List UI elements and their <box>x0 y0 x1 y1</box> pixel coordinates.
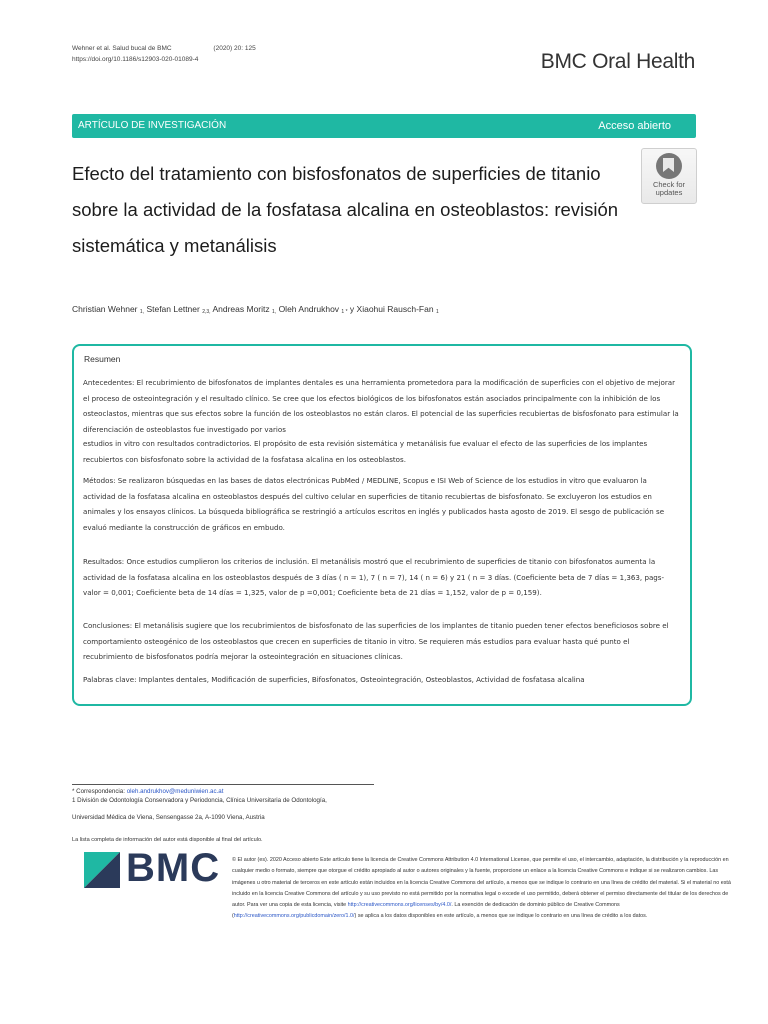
license-paragraph-2: . La exención de dedicación de dominio público de Creative Commons ( <box>232 902 620 920</box>
abstract-keywords: Palabras clave: Implantes dentales, Modificación de superficies, Bifosfonatos, Osteointegración, Osteoblastos, Actividad de fosfatasa alcalina <box>83 675 585 684</box>
doi-link[interactable]: https://doi.org/10.1186/s12903-020-01089-4 <box>72 56 199 63</box>
abstract-methods: Métodos: Se realizaron búsquedas en las bases de datos electrónicas PubMed / MEDLINE, Scopus e ISI Web of Science de los estudios in vitro que evaluaron la actividad de la fosfatasa alcalina en osteoblastos después del cultivo celular en superficies de titanio recubiertas de bisfosfonato. Se excluyeron los estudios en animales y los ensayos clínicos. La búsqueda bibliográfica se restringió a artículos escritos en inglés y publicados hasta agosto de 2019. El sesgo de publicación se evaluó mediante la construcción de gráficos en embudo. <box>83 476 665 532</box>
article-title: Efecto del tratamiento con bisfosfonatos de superficies de titanio sobre la actividad de la fosfatasa alcalina en osteoblastos: revisión sistemática y metanálisis <box>72 163 619 256</box>
journal-name: BMC Oral Health <box>540 50 695 73</box>
affiliation-note: 1 División de Odontología Conservadora y Periodoncia, Clínica Universitaria de Odontología, <box>72 797 327 804</box>
license-paragraph-1: © El autor (es). 2020 Acceso abierto Este artículo tiene la licencia de Creative Commons Attribution 4.0 International License, que permite el uso, el intercambio, adaptación, la distribución y la reproducción en cualquier medio o formato, siempre que otorgue el crédito apropiado al autor o autores originales y la fuente, proporcione un enlace a la licencia Creative Commons e indique si se realizaron cambios. Las imágenes u otro material de terceros en este artículo están incluidos en la licencia Creative Commons del artículo, a menos que se indique lo contrario en una línea de crédito del material. Si el material no está incluido en la licencia Creative Commons del artículo y su uso previsto no está permitido por la normativa legal o excede el uso permitido, deberá obtener el permiso directamente del titular de los derechos de autor. Para ver una copia de esta licencia, visite <box>232 857 731 909</box>
check-for-updates-button[interactable] <box>641 148 697 204</box>
author-name[interactable]: Andreas Moritz <box>212 304 270 314</box>
abstract-background-continued: estudios in vitro con resultados contradictorios. El propósito de esta revisión sistemática y metanálisis fue evaluar el efecto de las superficies de los implantes recubiertos con bisfosfonato sobre la actividad de la fosfatasa alcalina en los osteoblastos. <box>83 439 648 464</box>
bmc-logo-mark-icon <box>84 852 120 888</box>
footnote-divider <box>72 784 374 785</box>
article-type-banner <box>72 114 696 138</box>
author-list <box>72 304 439 315</box>
badge-line-1: Check for <box>652 180 686 189</box>
author-name[interactable]: y Xiaohui Rausch-Fan <box>349 304 434 314</box>
correspondence-label: * Correspondencia: <box>72 788 125 795</box>
public-domain-link[interactable]: http://creativecommons.org/publicdomain/zero/1.0/ <box>233 913 355 920</box>
author-name[interactable]: Christian Wehner <box>72 304 138 314</box>
open-access-label: Acceso abierto <box>598 120 671 132</box>
citation-text: Wehner et al. Salud bucal de BMC <box>72 45 172 52</box>
affiliation-address: Universidad Médica de Viena, Sensengasse 2a, A-1090 Viena, Austria <box>72 814 265 821</box>
author-affiliation: 1 * <box>341 309 348 315</box>
license-link[interactable]: http://creativecommons.org/licenses/by/4.0/ <box>347 902 452 909</box>
license-text <box>232 855 732 923</box>
citation-year-volume: (2020) 20: 125 <box>213 45 256 52</box>
full-author-info-note: La lista completa de información del autor está disponible al final del artículo. <box>72 837 263 843</box>
article-type-label: ARTÍCULO DE INVESTIGACIÓN <box>78 120 227 131</box>
abstract-heading: Resumen <box>84 354 121 364</box>
author-name[interactable]: Stefan Lettner <box>146 304 200 314</box>
author-affiliation: 1, <box>139 309 145 315</box>
correspondence-email-link[interactable]: oleh.andrukhov@meduniwien.ac.at <box>126 788 224 795</box>
abstract-results: Resultados: Once estudios cumplieron los criterios de inclusión. El metanálisis mostró que el recubrimiento de superficies de titanio con bifosfonatos aumenta la actividad de la fosfatasa alcalina en los osteoblastos después de 3 días ( n = 1), 7 ( n = 7), 14 ( n = 6) y 21 ( n = 3 días. (Coeficiente beta de 7 días = 1,363, pags- valor = 0,001; Coeficiente beta de 14 días = 1,325, valor de p =0,001; Coeficiente beta de 21 días = 1,152, valor de p = 0,159). <box>83 557 665 597</box>
abstract-background: Antecedentes: El recubrimiento de bifosfonatos de implantes dentales es una herramienta prometedora para la modificación de superficies con el objetivo de mejorar el proceso de osteointegración y el resultado clínico. Se cree que los efectos biológicos de los bifosfonatos están asociados principalmente con la inhibición de los osteoclastos, mientras que sus efectos sobre la función de los osteoblastos no están claros. El potencial de las superficies recubiertas de bisfosfonato para estimular la diferenciación de osteoblastos fue investigado por varios <box>83 378 679 434</box>
bmc-logo-wordmark: BMC <box>126 846 221 890</box>
abstract-box <box>72 344 692 706</box>
author-affiliation: 1 <box>435 309 439 315</box>
license-paragraph-3: ) se aplica a los datos disponibles en este artículo, a menos que se indique lo contrario en una línea de crédito a los datos. <box>354 913 648 920</box>
author-affiliation: 1, <box>272 309 277 315</box>
citation-header <box>72 43 256 65</box>
badge-line-2: updates <box>655 188 683 197</box>
author-name[interactable]: Oleh Andrukhov <box>278 304 340 314</box>
bmc-logo <box>84 846 221 890</box>
author-affiliation: 2,3, <box>202 309 211 315</box>
bookmark-icon <box>656 153 682 179</box>
abstract-conclusions: Conclusiones: El metanálisis sugiere que los recubrimientos de bisfosfonato de las superficies de los implantes de titanio pueden tener efectos beneficiosos sobre el comportamiento osteogénico de los osteoblastos que crecen en superficies de titanio in vitro. Se requieren más estudios para evaluar hasta qué punto el recubrimiento de bisfosfonatos podría mejorar la osteointegración en situaciones clínicas. <box>83 621 669 661</box>
